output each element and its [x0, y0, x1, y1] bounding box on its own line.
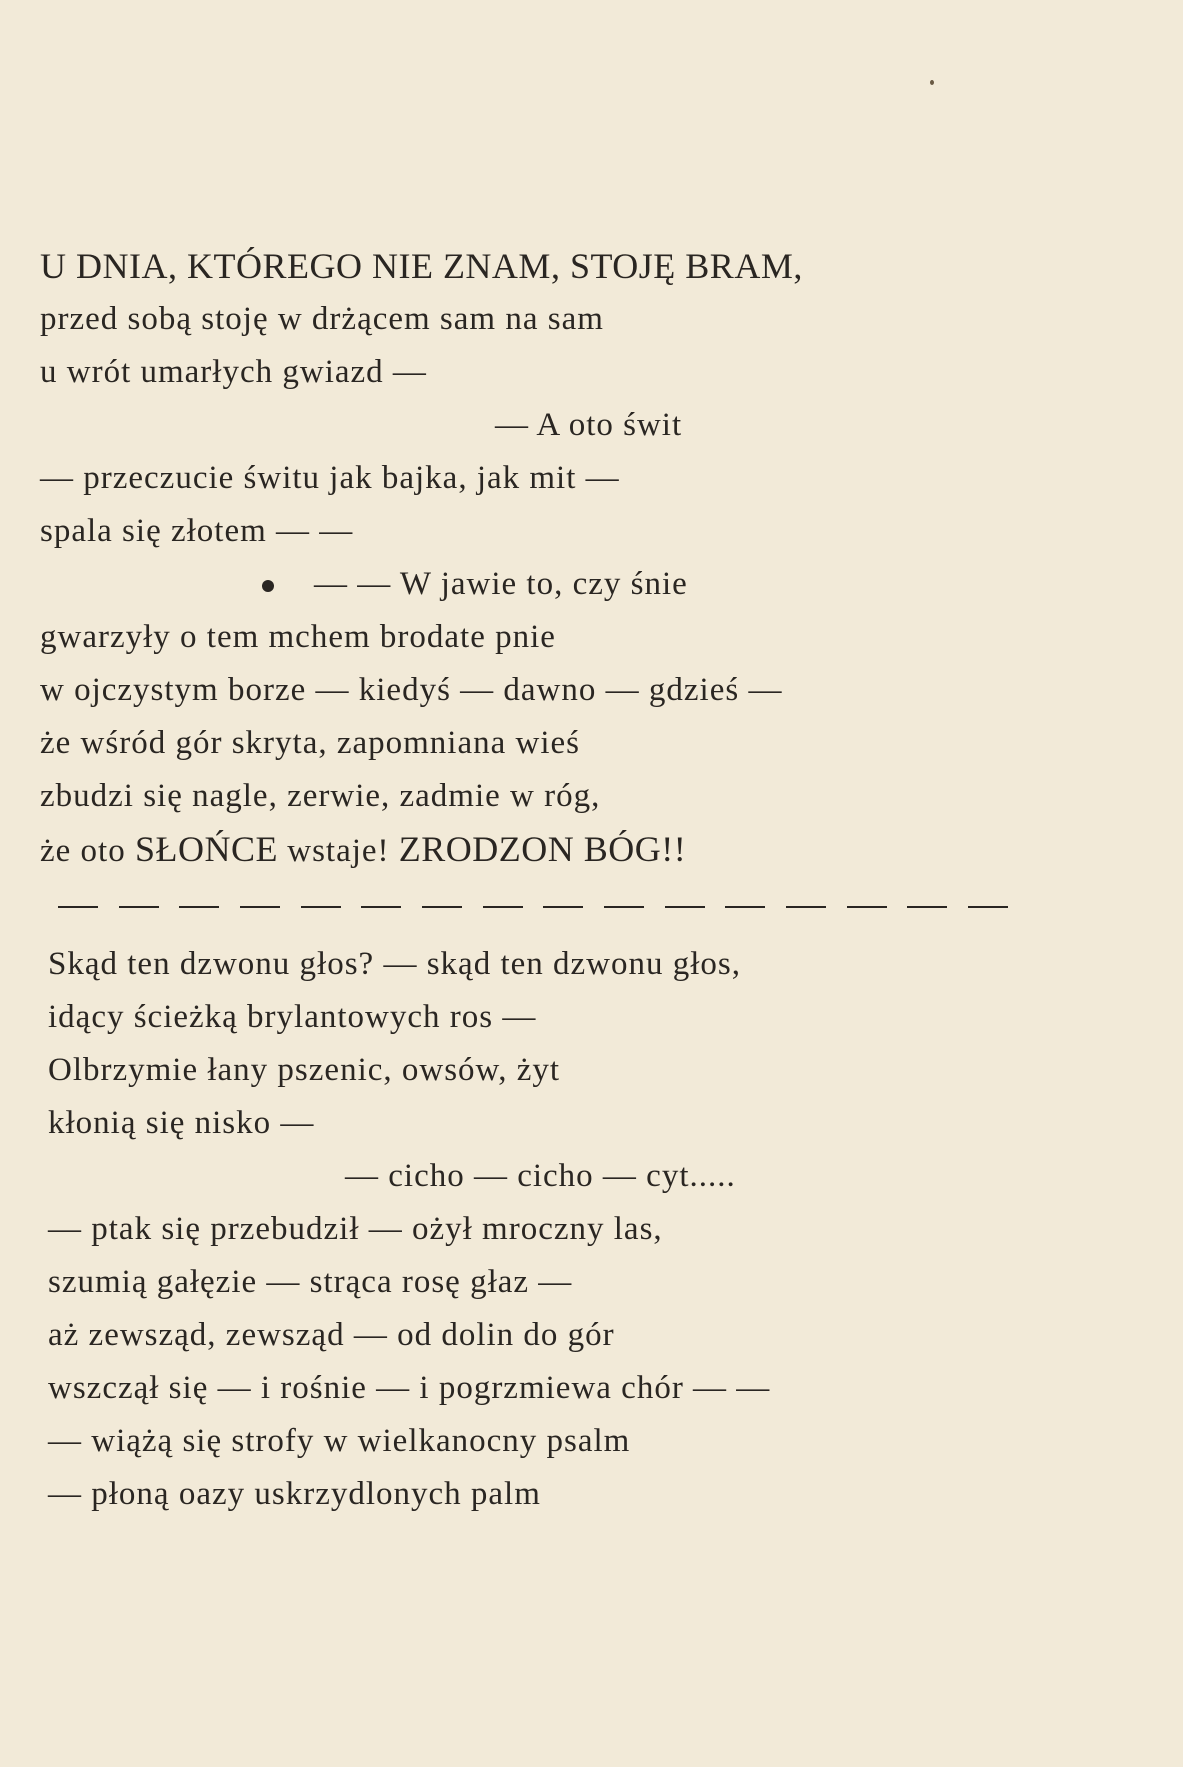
- poem-line-final: [40, 823, 1140, 876]
- separator-dash: [119, 906, 159, 908]
- poem-line: — cicho — cicho — cyt.....: [345, 1158, 736, 1194]
- poem-line: Skąd ten dzwonu głos? — skąd ten dzwonu głos,: [48, 946, 741, 982]
- poem-line: kłonią się nisko —: [48, 1105, 315, 1141]
- poem-line: Olbrzymie łany pszenic, owsów, żyt: [48, 1052, 561, 1088]
- poem: [40, 240, 1140, 1521]
- poem-line: — płoną oazy uskrzydlonych palm: [48, 1476, 541, 1512]
- separator-dash: [604, 906, 644, 908]
- poem-line: U DNIA, KTÓREGO NIE ZNAM, STOJĘ BRAM,: [40, 246, 803, 286]
- poem-line-text: że oto: [40, 833, 126, 869]
- poem-line: spala się złotem — —: [40, 513, 354, 549]
- stanza-1: [40, 240, 1140, 876]
- separator-dash: [665, 906, 705, 908]
- separator-dash: [786, 906, 826, 908]
- separator-dash: [725, 906, 765, 908]
- poem-line: — ptak się przebudził — ożył mroczny las,: [48, 1211, 663, 1247]
- poem-line: przed sobą stoję w drżącem sam na sam: [40, 301, 604, 337]
- emphasis-zrodzon-bog: ZRODZON BÓG!!: [398, 829, 687, 869]
- separator-dash: [179, 906, 219, 908]
- separator-dash: [483, 906, 523, 908]
- separator-dash: [543, 906, 583, 908]
- poem-line: gwarzyły o tem mchem brodate pnie: [40, 619, 556, 655]
- poem-line: że wśród gór skryta, zapomniana wieś: [40, 725, 581, 761]
- poem-line: — wiążą się strofy w wielkanocny psalm: [48, 1423, 631, 1459]
- poem-line: idący ścieżką brylantowych ros —: [48, 999, 537, 1035]
- poem-line: — przeczucie świtu jak bajka, jak mit —: [40, 460, 620, 496]
- ornament-dot-icon: [262, 580, 274, 592]
- poem-line: aż zewsząd, zewsząd — od dolin do gór: [48, 1317, 615, 1353]
- separator-dash: [301, 906, 341, 908]
- poem-line: w ojczystym borze — kiedyś — dawno — gdzieś —: [40, 672, 783, 708]
- poem-line-text: wstaje!: [287, 833, 390, 869]
- poem-line: wszczął się — i rośnie — i pogrzmiewa chór — —: [48, 1370, 771, 1406]
- poem-line: zbudzi się nagle, zerwie, zadmie w róg,: [40, 778, 601, 814]
- separator-dash: [847, 906, 887, 908]
- separator-dash: [968, 906, 1008, 908]
- poem-line-text: — — W jawie to, czy śnie: [314, 566, 688, 602]
- dash-separator: [40, 876, 1008, 938]
- separator-dash: [240, 906, 280, 908]
- separator-dash: [907, 906, 947, 908]
- poem-line-ornamented: [40, 558, 1140, 611]
- poem-line: szumią gałęzie — strąca rosę głaz —: [48, 1264, 573, 1300]
- stanza-2: [40, 938, 1140, 1521]
- separator-dash: [422, 906, 462, 908]
- emphasis-slonce: SŁOŃCE: [134, 829, 278, 869]
- paper-speck: [930, 80, 934, 85]
- poem-line: u wrót umarłych gwiazd —: [40, 354, 427, 390]
- poem-line: — A oto świt: [495, 407, 683, 443]
- separator-dash: [361, 906, 401, 908]
- separator-dash: [58, 906, 98, 908]
